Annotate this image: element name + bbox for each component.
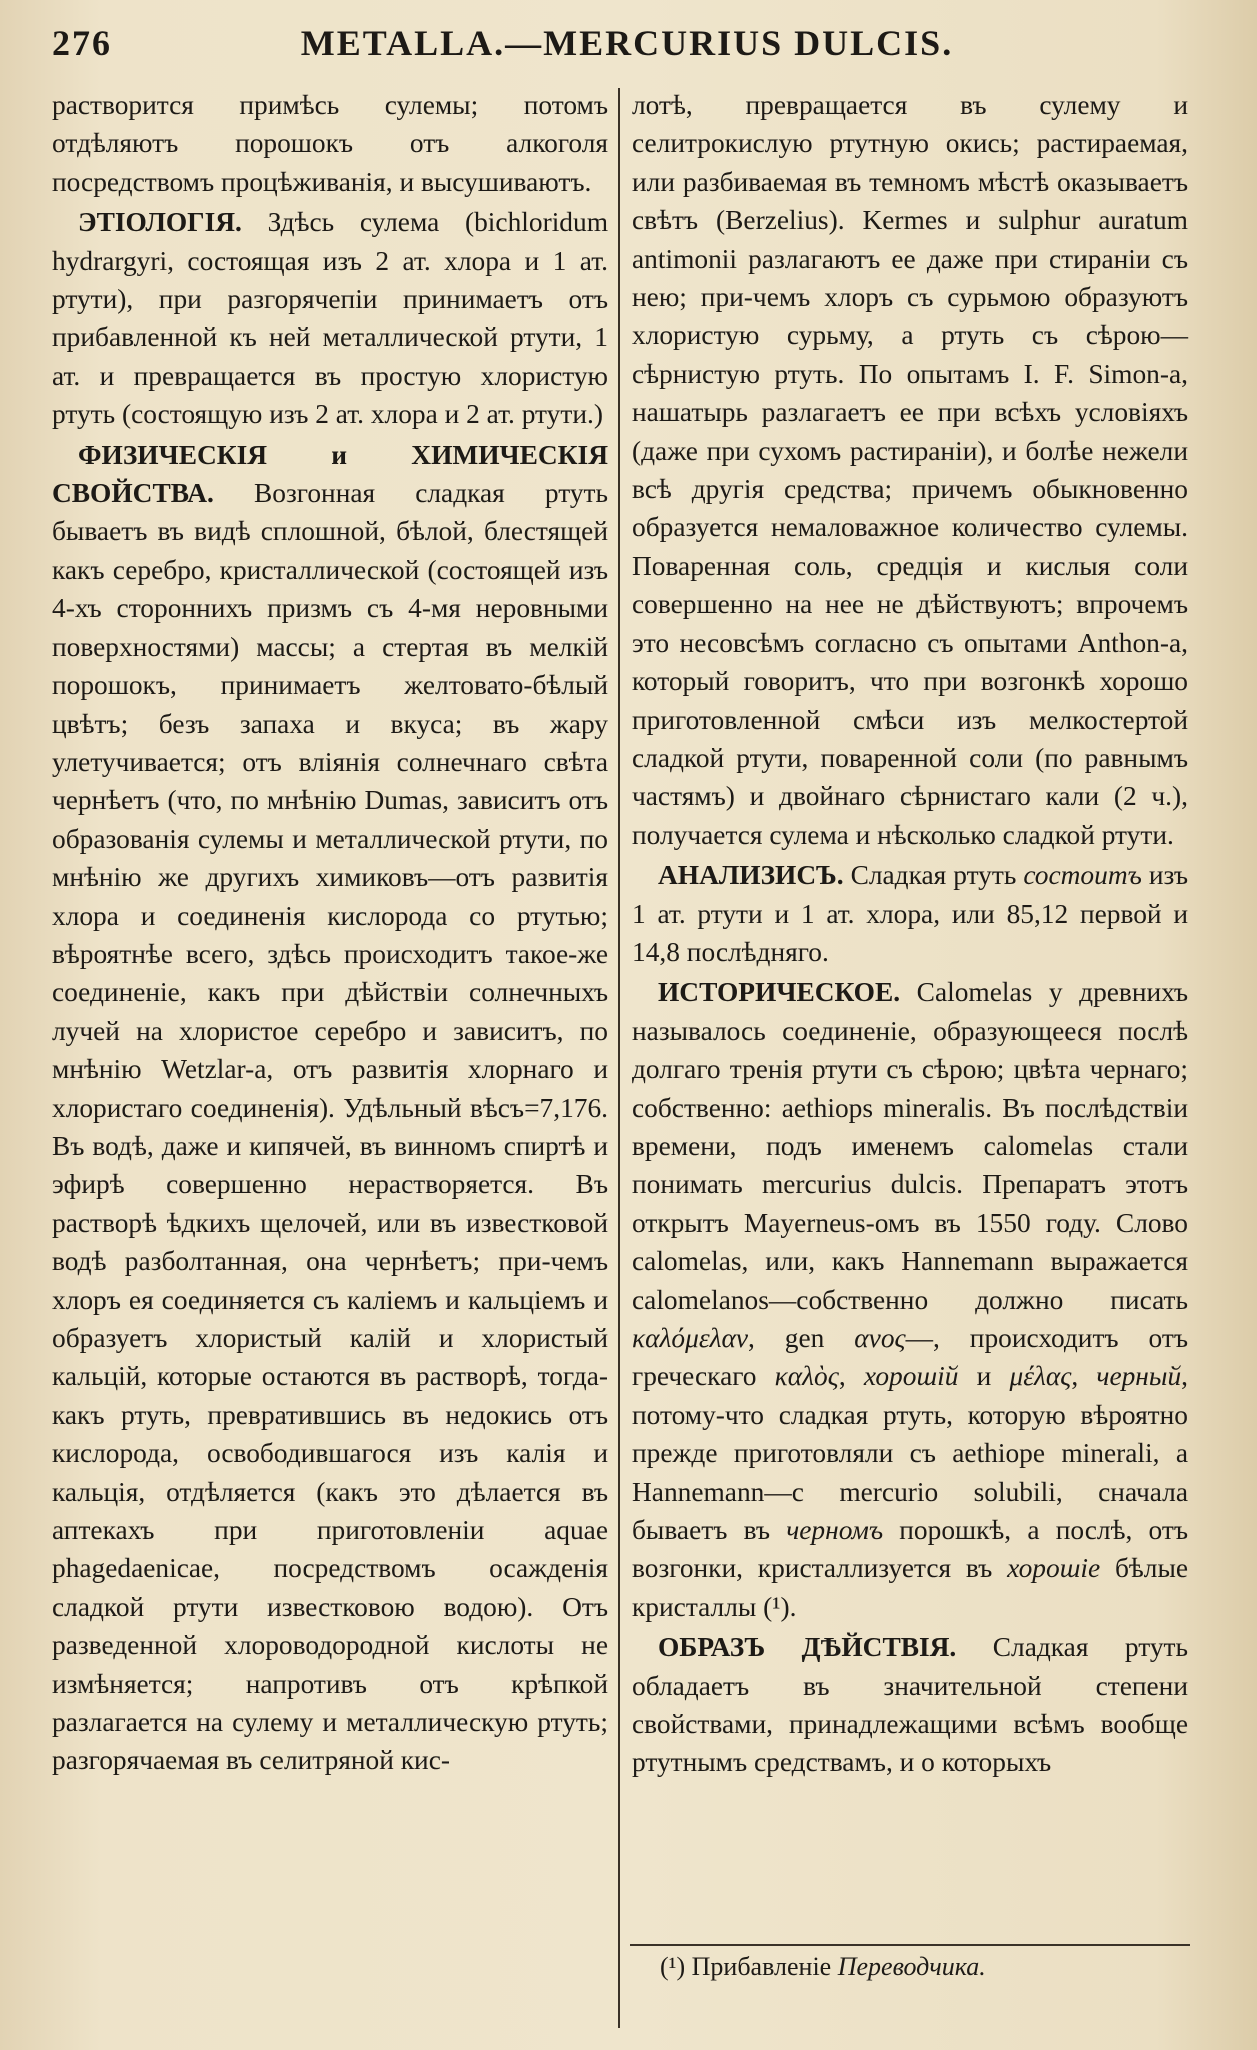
paragraph-history (632, 973, 1188, 1626)
right-column (632, 86, 1188, 1966)
paragraph: растворится примѣсь сулемы; потомъ отдѣляютъ порошокъ отъ алкоголя посредствомъ процѣживанія, и высушиваютъ. (52, 90, 608, 197)
paragraph-action (632, 1628, 1188, 1782)
text-run: , gen (748, 1323, 855, 1353)
footnote-text: Прибавленіе (685, 1952, 838, 1981)
section-heading: ИСТОРИЧЕСКОЕ. (658, 977, 901, 1008)
text-run: и (958, 1361, 1010, 1392)
italic-run: состоитъ (1023, 860, 1142, 891)
italic-run: черный (1096, 1361, 1182, 1392)
footnote-marker: (¹) (660, 1952, 686, 1981)
greek-run: ανος (854, 1323, 906, 1353)
italic-run: черномъ (786, 1515, 884, 1546)
greek-run: καλὸς (774, 1361, 839, 1392)
paragraph-properties (52, 436, 608, 1780)
italic-run: хорошіе (1007, 1553, 1101, 1584)
column-divider (618, 88, 620, 2028)
paragraph-text: Здѣсь сулема (bichloridum hydrargyri, состоящая изъ 2 ат. хлора и 1 ат. ртути), при разгорячепіи принимаетъ отъ прибавленной къ ней металлической ртути, 1 ат. и превращается въ простую хлористую ртуть (состоящую изъ 2 ат. хлора и 2 ат. ртути.) (52, 207, 608, 430)
footnote (660, 1950, 1220, 1984)
section-heading: ОБРАЗЪ ДѢЙСТВІЯ. (658, 1632, 957, 1663)
footnote-rule (630, 1944, 1190, 1946)
section-heading: АНАЛИЗИСЪ. (658, 860, 844, 891)
text-run: бѣлые кристаллы (¹). (632, 1553, 1189, 1622)
running-head (52, 22, 1202, 70)
italic-run: хорошій (863, 1361, 959, 1392)
text-run: Сладкая ртуть (843, 860, 1024, 891)
text-run: порошкѣ, а послѣ, отъ возгонки, кристаллизуется въ (632, 1515, 1188, 1584)
footnote-italic: Переводчика. (837, 1952, 986, 1981)
left-column (52, 86, 608, 1966)
greek-run: καλόμελαν (632, 1323, 749, 1353)
greek-run: μέλας (1009, 1361, 1072, 1392)
paragraph-text: Возгонная сладкая ртуть бываетъ въ видѣ сплошной, бѣлой, блестящей какъ серебро, кристаллической (состоящей изъ 4-хъ стороннихъ призмъ съ 4-мя неровными поверхностями) массы; а стертая въ мелкій порошокъ, принимаетъ желтовато-бѣлый цвѣтъ; безъ запаха и вкуса; въ жару улетучивается; отъ вліянія солнечнаго свѣта чернѣетъ (что, по мнѣнію Dumas, зависитъ отъ образованія сулемы и металлической ртути, по мнѣнію же другихъ химиковъ—отъ развитія хлора и соединенія кислорода со ртутью; вѣроятнѣе всего, здѣсь происходитъ такое-же соединеніе, какъ при дѣйствіи солнечныхъ лучей на хлористое серебро и зависитъ, по мнѣнію Wetzlar-а, отъ развитія хлорнаго и хлористаго соединенія). Удѣльный вѣсъ=7,176. Въ водѣ, даже и кипячей, въ винномъ спиртѣ и эфирѣ совершенно нерастворяется. Въ растворѣ ѣдкихъ щелочей, или въ известковой водѣ разболтанная, она чернѣетъ; при-чемъ хлоръ ея соединяется съ каліемъ и кальціемъ и образуетъ хлористый калій и хлористый кальцій, которые остаются въ растворѣ, тогда-какъ ртуть, превратившись въ недокись отъ кислорода, освободившагося изъ калія и кальція, отдѣляется (какъ это дѣлается въ аптекахъ при приготовленіи aquae phagedaenicae, посредствомъ осажденія сладкой ртути известковою водою). Отъ разведенной хлороводородной кислоты не измѣняется; напротивъ отъ крѣпкой разлагается на сулему и металлическую ртуть; разгорячаемая въ селитряной кис- (52, 478, 608, 1776)
section-heading: ФИЗИЧЕСКІЯ и ХИМИЧЕСКІЯ СВОЙСТВА. (52, 439, 608, 509)
paragraph-text: Сладкая ртуть обладаетъ въ значительной степени свойствами, принадлежащими всѣмъ вообще ртутнымъ средствамъ, и о которыхъ (632, 1632, 1188, 1778)
section-heading: ЭТІОЛОГІЯ. (78, 207, 242, 238)
text-run: , (1071, 1361, 1097, 1392)
page-number: 276 (52, 23, 112, 63)
text-run: изъ 1 ат. ртути и 1 ат. хлора, или 85,12 первой и 14,8 послѣдняго. (632, 860, 1188, 967)
paragraph: лотѣ, превращается въ сулему и селитрокислую ртутную окись; растираемая, или разбиваемая въ темномъ мѣстѣ оказываетъ свѣтъ (Berzelius). Kermes и sulphur auratum antimonii разлагаютъ ее даже при стираніи съ нею; при-чемъ хлоръ съ сурьмою образуютъ хлористую сурьму, а ртуть съ сѣрою—сѣрнистую ртуть. По опытамъ I. F. Simon-а, нашатырь разлагаетъ ее при всѣхъ условіяхъ (даже при сухомъ растираніи), и болѣе нежели всѣ другія средства; причемъ обыкновенно образуется немаловажное количество сулемы. Поваренная соль, средція и кислыя соли совершенно на нее не дѣйствуютъ; впрочемъ это несовсѣмъ согласно съ опытами Anthon-а, который говоритъ, что при возгонкѣ хорошо приготовленной смѣси изъ мелкостертой сладкой ртути, поваренной соли (по равнымъ частямъ) и двойнаго сѣрнистаго кали (2 ч.), получается сулема и нѣсколько сладкой ртути. (632, 90, 1188, 850)
text-run: , (838, 1361, 864, 1392)
text-run: , потому-что сладкая ртуть, которую вѣроятно прежде приготовляли съ aethiope minerali, а Hannemann—с mercurio solubili, сначала бываетъ въ (632, 1361, 1189, 1546)
header-title: METALLA.—MERCURIUS DULCIS. (300, 23, 954, 63)
text-run: Calomelas у древнихъ называлось соединеніе, образующееся послѣ долгаго тренія ртути съ сѣрою; цвѣта чернаго; собственно: aethiops mineralis. Въ послѣдствіи времени, подъ именемъ calomelas стали понимать mercurius dulcis. Препаратъ этотъ открытъ Mayerneus-омъ въ 1550 году. Слово calomelas, или, какъ Hannemann выражается calomelanos—собственно должно писать (632, 977, 1188, 1315)
text-run: —, происходитъ отъ греческаго (632, 1323, 1188, 1392)
paragraph-etiology (52, 203, 608, 433)
paragraph-analysis (632, 856, 1188, 971)
